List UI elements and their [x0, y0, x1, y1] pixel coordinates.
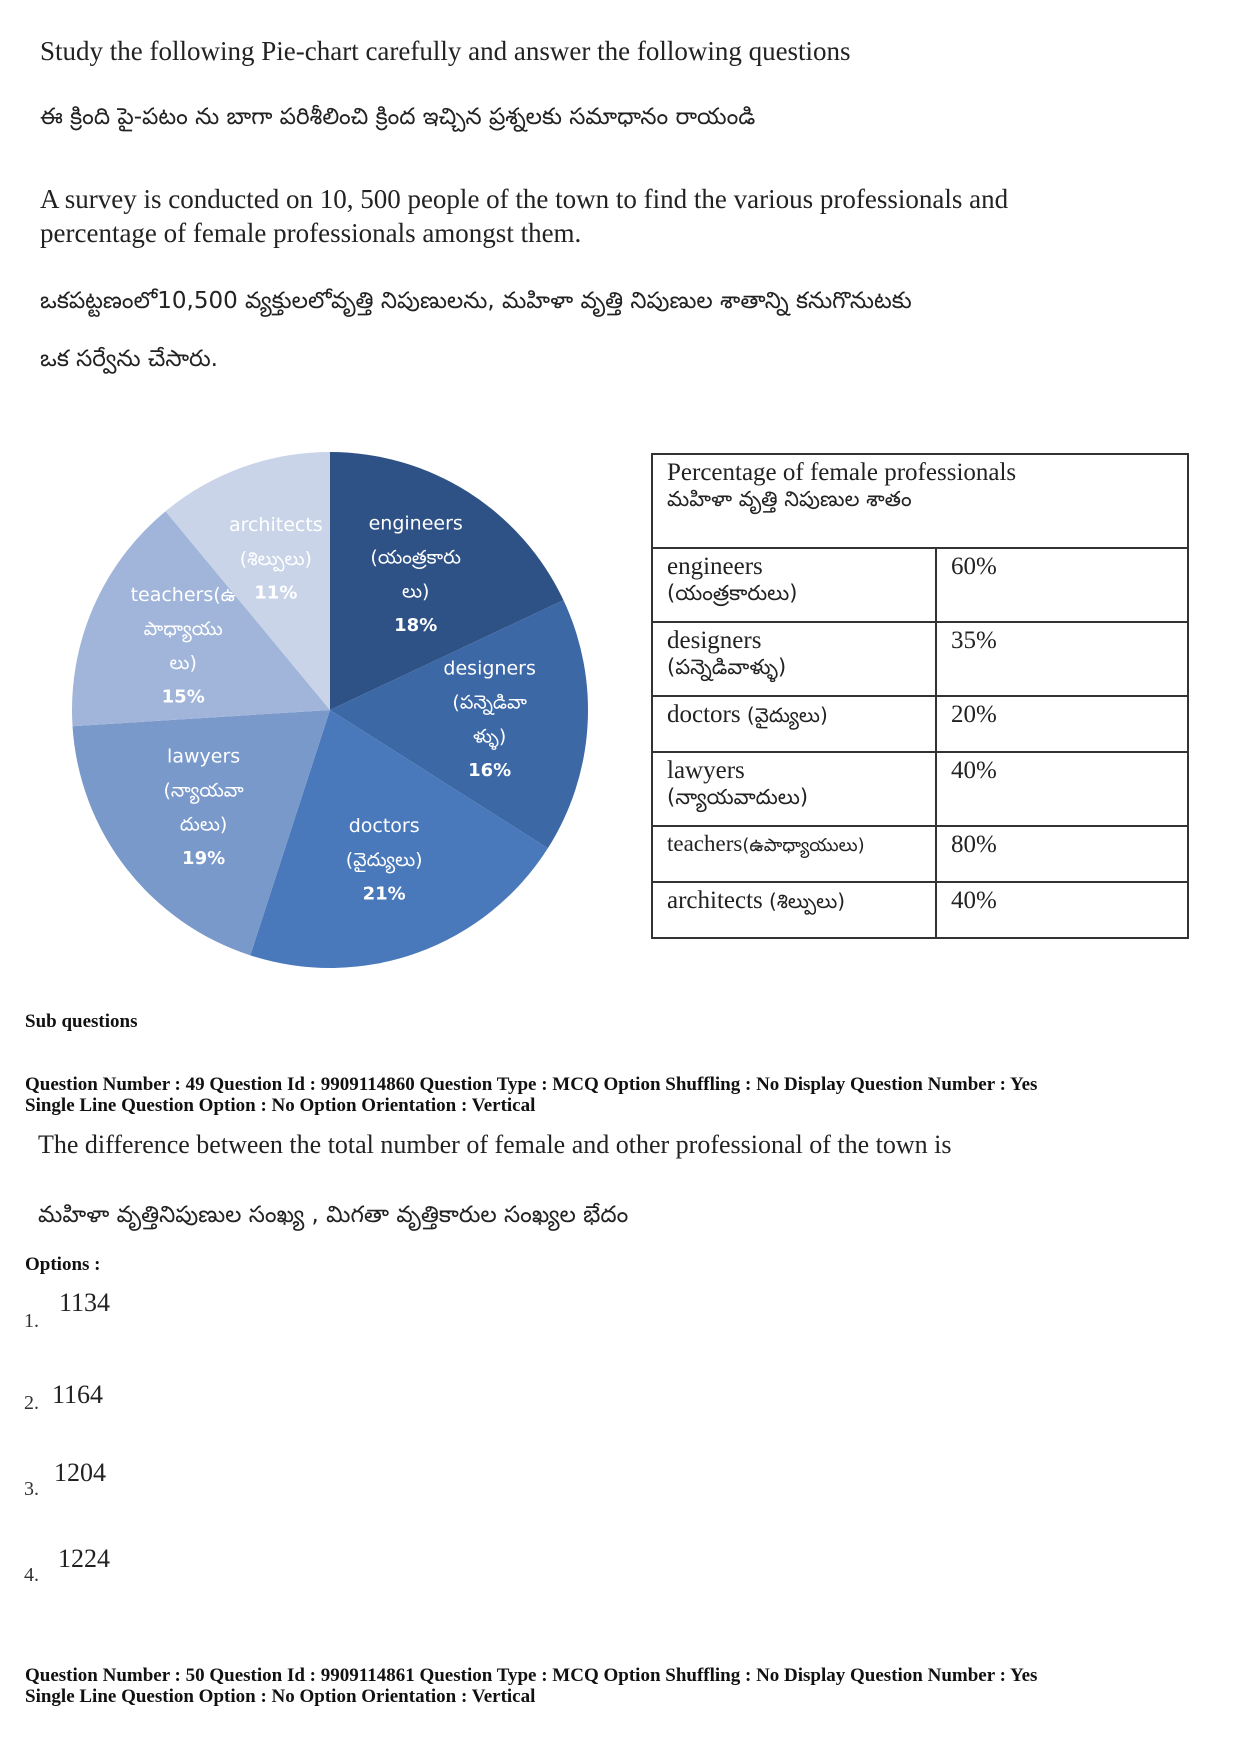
pie-label-percent-architects: 11% — [254, 582, 298, 604]
pie-label-percent-teachers: 15% — [161, 686, 205, 708]
question-49-meta-line2: Single Line Question Option : No Option Orientation : Vertical — [25, 1095, 536, 1116]
pie-label-percent-lawyers: 19% — [182, 848, 226, 870]
option-value: 1204 — [54, 1458, 106, 1487]
table-cell-profession — [652, 622, 936, 696]
table-row — [652, 882, 1188, 938]
table-row — [652, 548, 1188, 622]
profession-name-telugu: (శిల్పులు) — [769, 889, 846, 913]
question-50-meta-line2: Single Line Question Option : No Option Orientation : Vertical — [25, 1686, 536, 1707]
option-number: 3. — [24, 1478, 39, 1500]
table-cell-percentage: 60% — [936, 548, 1188, 622]
pie-label-designers: (పన్నెడివా — [452, 691, 527, 714]
pie-label-percent-doctors: 21% — [362, 883, 406, 905]
instruction-telugu: ఈ క్రింది పై-పటం ను బాగా పరిశీలించి క్రింద ఇచ్చిన ప్రశ్నలకు సమాధానం రాయండి — [40, 104, 756, 130]
table-cell-profession — [652, 696, 936, 752]
profession-name: doctors — [667, 701, 741, 728]
pie-label-teachers: పాధ్యాయు — [143, 617, 223, 640]
pie-chart — [60, 440, 600, 980]
table-cell-percentage: 35% — [936, 622, 1188, 696]
profession-name: architects — [667, 887, 763, 914]
table-header-english: Percentage of female professionals — [667, 459, 1017, 486]
options-label: Options : — [25, 1254, 101, 1275]
question-49-text-telugu: మహిళా వృత్తినిపుణుల సంఖ్య , మిగతా వృత్తికారుల సంఖ్యల భేదం — [38, 1202, 629, 1228]
option-value: 1164 — [52, 1380, 104, 1409]
pie-label-lawyers: దులు) — [179, 813, 228, 836]
pie-label-lawyers: lawyers — [167, 745, 241, 768]
pie-label-architects: architects — [228, 513, 323, 536]
table-row — [652, 752, 1188, 826]
table-row — [652, 696, 1188, 752]
pie-label-doctors: (వైద్యులు) — [345, 849, 423, 872]
pie-label-percent-designers: 16% — [468, 760, 512, 782]
survey-telugu-line2: ఒక సర్వేను చేసారు. — [40, 346, 218, 372]
profession-name-telugu: (వైద్యులు) — [746, 703, 828, 727]
profession-name: lawyers — [667, 757, 745, 784]
pie-label-designers: designers — [443, 657, 536, 680]
question-50-meta-line1: Question Number : 50 Question Id : 9909114861 Question Type : MCQ Option Shuffling : No Display Question Number : Yes — [25, 1665, 1038, 1686]
table-cell-percentage: 80% — [936, 826, 1188, 882]
pie-label-designers: ళ్ళు) — [473, 725, 507, 748]
pie-label-percent-engineers: 18% — [394, 614, 438, 636]
survey-english-line1: A survey is conducted on 10, 500 people of the town to find the various professionals and — [40, 184, 1009, 214]
pie-label-doctors: doctors — [348, 815, 420, 838]
pie-label-engineers: engineers — [368, 512, 463, 535]
profession-name-telugu: (న్యాయవాదులు) — [667, 785, 809, 809]
table-row — [652, 622, 1188, 696]
profession-name: engineers — [667, 553, 763, 580]
table-header-row — [652, 454, 1188, 548]
question-49-meta-line1: Question Number : 49 Question Id : 9909114860 Question Type : MCQ Option Shuffling : No Display Question Number : Yes — [25, 1074, 1038, 1095]
pie-label-engineers: (యంత్రకారు — [370, 546, 461, 569]
table-cell-profession — [652, 882, 936, 938]
table-header-telugu: మహిళా వృత్తి నిపుణుల శాతం — [667, 487, 912, 511]
table-cell-percentage: 40% — [936, 882, 1188, 938]
profession-name: designers — [667, 627, 762, 654]
table-cell-percentage: 40% — [936, 752, 1188, 826]
table-cell-percentage: 20% — [936, 696, 1188, 752]
table-cell-profession — [652, 548, 936, 622]
question-49-text-english: The difference between the total number of female and other professional of the town is — [38, 1130, 952, 1159]
sub-questions-label: Sub questions — [25, 1011, 138, 1032]
option-value: 1224 — [58, 1544, 110, 1573]
pie-label-lawyers: (న్యాయవా — [163, 779, 244, 802]
instruction-english: Study the following Pie-chart carefully and answer the following questions — [40, 36, 851, 66]
pie-label-architects: (శిల్పులు) — [239, 547, 312, 570]
pie-label-engineers: లు) — [401, 580, 430, 603]
profession-name-telugu: (ఉపాధ్యాయులు) — [742, 835, 865, 856]
pie-label-teachers: teachers(ఉ — [130, 583, 236, 606]
profession-name: teachers — [667, 831, 743, 856]
option-number: 2. — [24, 1392, 39, 1414]
table-cell-profession — [652, 826, 936, 882]
profession-name-telugu: (యంత్రకారులు) — [667, 581, 798, 605]
survey-english-line2: percentage of female professionals amongst them. — [40, 218, 582, 248]
table-row — [652, 826, 1188, 882]
option-number: 1. — [24, 1310, 39, 1332]
female-percentage-table — [651, 453, 1189, 939]
pie-label-teachers: లు) — [169, 651, 197, 674]
option-value: 1134 — [59, 1288, 111, 1317]
profession-name-telugu: (పన్నెడివాళ్ళు) — [667, 655, 787, 679]
table-header — [652, 454, 1188, 548]
table-cell-profession — [652, 752, 936, 826]
survey-telugu-line1: ఒకపట్టణంలో10,500 వ్యక్తులలోవృత్తి నిపుణులను, మహిళా వృత్తి నిపుణుల శాతాన్ని కనుగొనుటకు — [40, 288, 912, 314]
option-number: 4. — [24, 1564, 39, 1586]
